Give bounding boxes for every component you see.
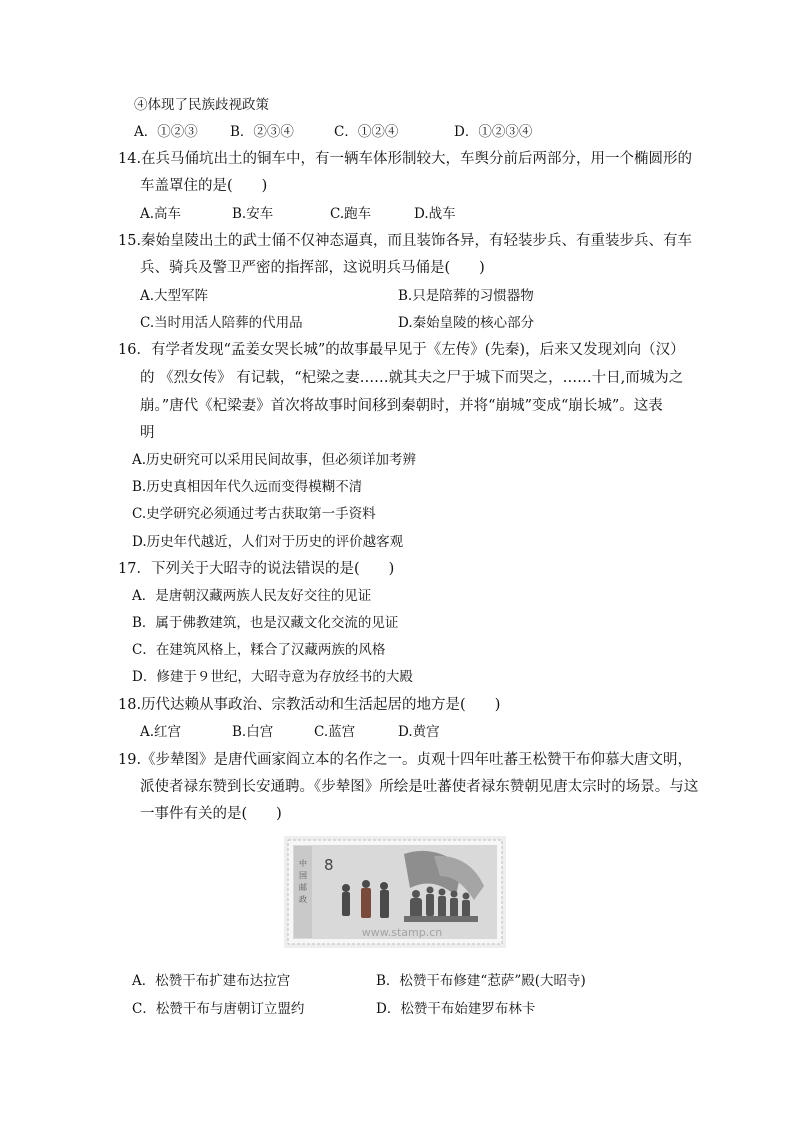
- question-16-cont-2: 崩。”唐代《杞梁妻》首次将故事时间移到秦朝时，并将“崩城”变成“崩长城”。这表: [140, 398, 663, 414]
- q16-option-a: A.历史研究可以采用民间故事，但必须详加考辨: [132, 452, 417, 468]
- q18-option-d: D.黄宫: [398, 724, 440, 740]
- answer-a: A．①②③: [134, 124, 198, 140]
- q19-option-b: B．松赞干布修建“惹萨”殿(大昭寺): [376, 973, 586, 989]
- q14-option-d: D.战车: [414, 206, 456, 222]
- question-19-cont-2: 一事件有关的是( ): [140, 806, 282, 822]
- question-16: 16．有学者发现“孟姜女哭长城”的故事最早见于《左传》(先秦)，后来又发现刘向（汉）: [118, 342, 685, 358]
- q14-option-c: C.跑车: [330, 206, 372, 222]
- svg-text:中: 中: [299, 859, 307, 868]
- question-15: 15.秦始皇陵出土的武士俑不仅神态逼真，而且装饰各异，有轻装步兵、有重装步兵、有车: [118, 233, 693, 249]
- question-19-cont-1: 派使者禄东赞到长安通聘。《步辇图》所绘是吐蕃使者禄东赞朝见唐太宗时的场景。与这: [140, 779, 699, 795]
- q18-option-a: A.红宫: [140, 724, 182, 740]
- q16-option-b: B.历史真相因年代久远而变得模糊不清: [132, 479, 363, 495]
- answer-d: D．①②③④: [454, 124, 533, 140]
- stamp-illustration: [284, 836, 506, 948]
- question-16-cont-3: 明: [140, 425, 155, 441]
- option-4: ④体现了民族歧视政策: [134, 97, 269, 113]
- question-16-cont-1: 的 《烈女传》 有记载，“杞梁之妻……就其夫之尸于城下而哭之，……十日,而城为之: [140, 370, 684, 386]
- svg-text:邮: 邮: [299, 883, 307, 892]
- q15-option-b: B.只是陪葬的习惯器物: [398, 288, 534, 304]
- q15-option-d: D.秦始皇陵的核心部分: [398, 315, 535, 331]
- question-17: 17．下列关于大昭寺的说法错误的是( ): [118, 561, 395, 577]
- q19-option-a: A．松赞干布扩建布达拉宫: [132, 973, 291, 989]
- q18-option-b: B.白宫: [232, 724, 274, 740]
- bunian-tu-stamp-image: [284, 836, 506, 948]
- q19-option-c: C．松赞干布与唐朝订立盟约: [132, 1001, 305, 1017]
- q18-option-c: C.蓝宫: [314, 724, 356, 740]
- q14-option-b: B.安车: [232, 206, 274, 222]
- q17-option-d: D．修建于９世纪，大昭寺意为存放经书的大殿: [132, 669, 413, 685]
- q17-option-c: C．在建筑风格上，糅合了汉藏两族的风格: [132, 642, 386, 658]
- q19-option-d: D．松赞干布始建罗布林卡: [376, 1001, 536, 1017]
- q17-option-b: B．属于佛教建筑，也是汉藏文化交流的见证: [132, 615, 399, 631]
- answer-c: C．①②④: [334, 124, 399, 140]
- svg-text:政: 政: [299, 895, 307, 904]
- question-14-cont: 车盖罩住的是( ): [140, 178, 268, 194]
- answer-b: B．②③④: [230, 124, 294, 140]
- q15-option-c: C.当时用活人陪葬的代用品: [140, 315, 303, 331]
- svg-text:国: 国: [299, 871, 307, 880]
- question-15-cont: 兵、骑兵及警卫严密的指挥部，这说明兵马俑是( ): [140, 260, 485, 276]
- question-19: 19.《步辇图》是唐代画家阎立本的名作之一。贞观十四年吐蕃王松赞干布仰慕大唐文明，: [118, 752, 693, 768]
- q17-option-a: A．是唐朝汉藏两族人民友好交往的见证: [132, 588, 372, 604]
- q16-option-c: C.史学研究必须通过考古获取第一手资料: [132, 506, 376, 522]
- question-18: 18.历代达赖从事政治、宗教活动和生活起居的地方是( ): [118, 697, 501, 713]
- q14-option-a: A.高车: [140, 206, 182, 222]
- q16-option-d: D.历史年代越近，人们对于历史的评价越客观: [132, 534, 404, 550]
- svg-text:8: 8: [324, 856, 334, 874]
- q15-option-a: A.大型军阵: [140, 288, 209, 304]
- question-14: 14.在兵马俑坑出土的铜车中，有一辆车体形制较大，车舆分前后两部分，用一个椭圆形的: [118, 151, 693, 167]
- svg-text:www.stamp.cn: www.stamp.cn: [361, 926, 443, 939]
